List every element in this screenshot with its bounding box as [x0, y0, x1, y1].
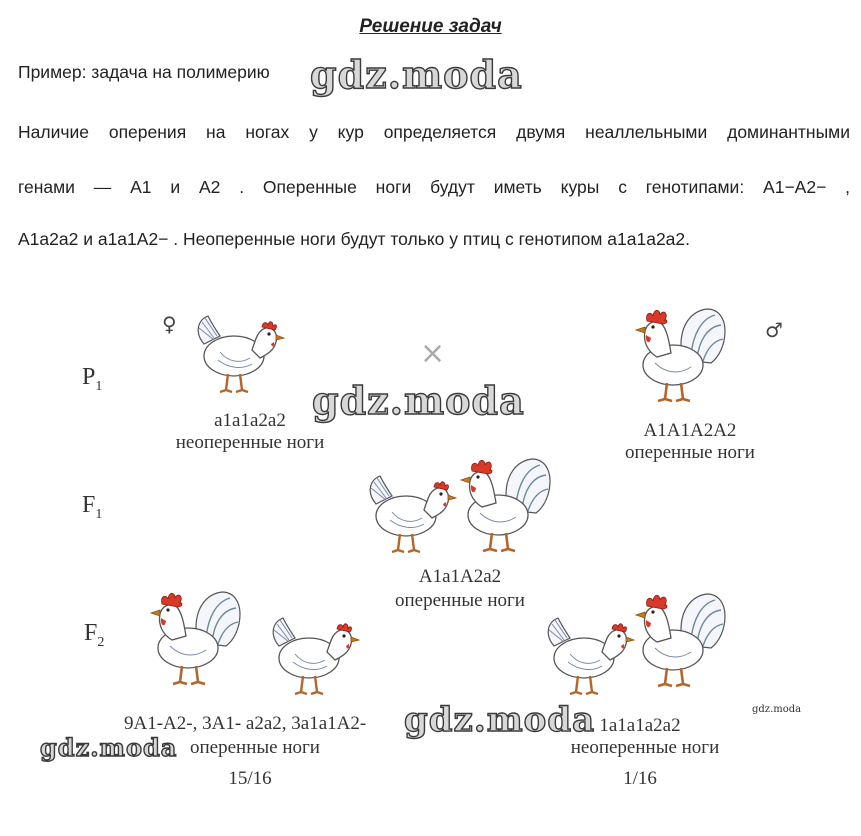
- female-symbol-icon: ♀: [162, 312, 177, 336]
- watermark: gdz.moda: [312, 378, 525, 423]
- f1-phenotype: оперенные ноги: [395, 590, 525, 611]
- cross-symbol-icon: ×: [420, 336, 446, 371]
- watermark: gdz.moda: [40, 733, 178, 762]
- watermark: gdz.moda: [404, 700, 596, 740]
- page-title: Решение задач: [359, 16, 502, 37]
- hen-illustration: [362, 470, 462, 560]
- hen-illustration: [190, 310, 290, 400]
- hen-illustration: [265, 612, 365, 702]
- paragraph-line-1: Наличие оперения на ногах у кур определяется двумя неаллельными доминантными: [18, 122, 850, 142]
- f2-unfeathered-phenotype: неоперенные ноги: [570, 737, 720, 758]
- rooster-illustration: [625, 305, 730, 410]
- f2-feathered-phenotype: оперенные ноги: [190, 737, 320, 758]
- generation-f1-label: $F_1$: [82, 492, 103, 522]
- watermark: gdz.moda: [310, 52, 523, 97]
- generation-p-label: $P_1$: [82, 364, 103, 394]
- rooster-illustration: [450, 455, 555, 560]
- p-female-genotype: a1a1a2a2: [214, 410, 286, 431]
- generation-f2-label: $F_2$: [84, 620, 105, 650]
- p-male-genotype: A1A1A2A2: [643, 420, 737, 441]
- rooster-illustration: [140, 588, 245, 693]
- rooster-illustration: [625, 590, 730, 695]
- watermark-small: gdz.moda: [752, 704, 802, 715]
- example-heading: Пример: задача на полимерию: [18, 62, 270, 82]
- paragraph-line-2: генами — A1 и A2 . Оперенные ноги будут иметь куры с генотипами: A1−A2− ,: [18, 177, 850, 197]
- f2-unfeathered-ratio: 1/16: [623, 768, 657, 789]
- p-male-phenotype: оперенные ноги: [625, 442, 755, 463]
- f2-feathered-genotypes: 9A1-A2-, 3A1- a2a2, 3a1a1A2-: [124, 713, 367, 734]
- male-symbol-icon: ♂: [765, 318, 783, 342]
- f2-unfeathered-genotype: 1a1a1a2a2: [599, 715, 681, 736]
- f1-genotype: A1a1A2a2: [418, 566, 502, 587]
- p-female-phenotype: неоперенные ноги: [175, 432, 325, 453]
- f2-feathered-ratio: 15/16: [228, 768, 272, 789]
- paragraph-line-3: A1a2a2 и a1a1A2− . Неоперенные ноги будут только у птиц с генотипом a1a1a2a2.: [18, 229, 690, 249]
